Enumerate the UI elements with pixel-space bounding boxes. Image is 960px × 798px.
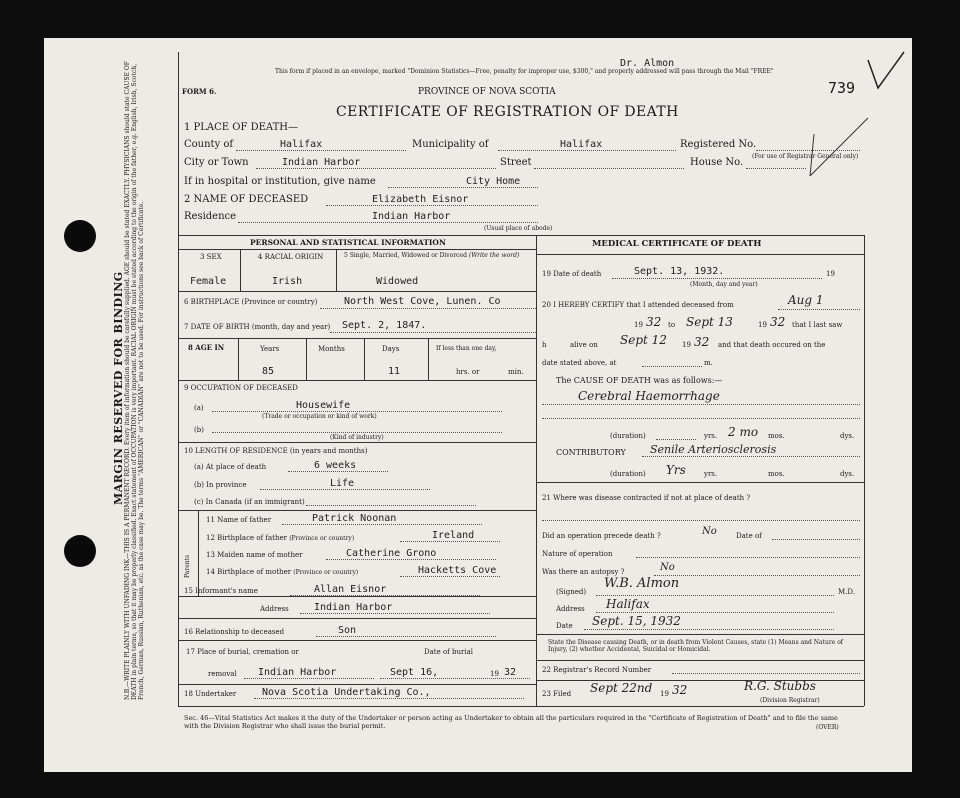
signed-date-label: Date: [556, 622, 573, 630]
birthplace-value: North West Cove, Lunen. Co: [344, 296, 501, 307]
mother-bp-value: Hacketts Cove: [418, 565, 497, 576]
instructions: N.B.—WRITE PLAINLY WITH UNFADING INK—THIS IS A PERMANENT RECORD. Every item of information should be carefully supplied. AGE should be stated EXACTLY. PHYSICIANS should state CAUSE OF DEATH in plain terms, so that it may be properly classified. Exact statement of OCCUPATION is very important. RACIAL ORIGIN must be stated according to the origin of the father, e.g. English, Irish, Scotch, French, German, Russian, Ruthenian, etc. as the case may be. The terms "AMERICAN" or "CANADIAN" are not to be used. For instructions see back of Certificate.: [124, 61, 145, 700]
page-title: CERTIFICATE OF REGISTRATION OF DEATH: [336, 104, 679, 120]
registrar-signature: R.G. Stubbs: [744, 679, 816, 693]
street-label: Street: [500, 157, 532, 168]
undertaker-value: Nova Scotia Undertaking Co.,: [262, 687, 431, 698]
attended-to: Sept 13: [686, 315, 733, 329]
occ-a-label: (a): [194, 404, 204, 412]
years-label: Years: [260, 345, 280, 353]
dob-value: Sept. 2, 1847.: [342, 320, 427, 331]
duration-label-1: (duration): [610, 432, 646, 440]
relationship-label: 16 Relationship to deceased: [184, 628, 285, 636]
certificate-number: 739: [828, 79, 856, 97]
binding-hole: [64, 535, 96, 567]
informant-label: 15 Informant's name: [184, 587, 258, 595]
marital-value: Widowed: [376, 276, 419, 287]
informant-value: Allan Eisnor: [314, 584, 387, 595]
place-of-death-label: 1 PLACE OF DEATH—: [184, 122, 298, 133]
year-prefix-2: 19: [758, 321, 767, 329]
origin-value: Irish: [272, 276, 303, 287]
occupation-value: Housewife: [296, 400, 351, 411]
burial-date: Sept 16,: [390, 667, 439, 678]
death-date-label: 19 Date of death: [542, 270, 602, 278]
md-label: M.D.: [838, 588, 855, 596]
margin-label: MARGIN RESERVED FOR BINDING: [112, 271, 125, 505]
physician-address-label: Address: [556, 605, 585, 613]
occ-b-note: (Kind of industry): [330, 434, 384, 441]
birthplace-label: 6 BIRTHPLACE (Province or country): [184, 298, 318, 306]
occ-b-label: (b): [194, 426, 204, 434]
mos-label-2: mos.: [768, 470, 785, 478]
yrs-label-1: yrs.: [704, 432, 718, 440]
months-label: Months: [318, 345, 345, 353]
age-label: 8 AGE IN: [188, 343, 225, 352]
at-place-value: 6 weeks: [314, 460, 357, 471]
province: PROVINCE OF NOVA SCOTIA: [418, 87, 556, 97]
marital-label: 5 Single, Married, Widowed or Divorced (Write the word): [344, 252, 520, 259]
burial-label: 17 Place of burial, cremation or: [186, 648, 299, 656]
operation-label: Did an operation precede death ?: [542, 532, 661, 540]
days-label: Days: [382, 345, 400, 353]
attended-from: Aug 1: [788, 293, 824, 307]
binding-hole: [64, 220, 96, 252]
relationship-value: Son: [338, 625, 357, 636]
dys-label-2: dys.: [840, 470, 855, 478]
alive-year: 32: [694, 335, 710, 349]
at-place-label: (a) At place of death: [194, 463, 267, 471]
father-bp-value: Ireland: [432, 530, 475, 541]
filed-label: 23 Filed: [542, 690, 572, 698]
envelope-note: This form if placed in an envelope, marked "Dominion Statistics—Free, penalty for improper use, $300," and properly addressed will pass through the Mail "FREE": [275, 68, 774, 75]
residence-value: Indian Harbor: [372, 211, 451, 222]
death-date-century: 19: [826, 270, 835, 278]
certify-label: 20 I HEREBY CERTIFY that I attended deceased from: [542, 301, 734, 309]
record-number-label: 22 Registrar's Record Number: [542, 666, 652, 674]
undertaker-label: 18 Undertaker: [184, 690, 237, 698]
deceased-name-label: 2 NAME OF DECEASED: [184, 194, 309, 205]
min-label: min.: [508, 368, 524, 376]
in-canada-label: (c) In Canada (if an immigrant): [194, 498, 305, 506]
in-province-value: Life: [330, 478, 355, 489]
date-of-label: Date of: [736, 532, 762, 540]
signed-date: Sept. 15, 1932: [592, 614, 681, 628]
informant-address-label: Address: [260, 605, 289, 613]
year-prefix-3: 19: [682, 341, 691, 349]
occupation-label: 9 OCCUPATION OF DECEASED: [184, 384, 298, 392]
mother-label: 13 Maiden name of mother: [206, 551, 303, 559]
last-saw-label: that I last saw: [792, 321, 843, 329]
autopsy-value: No: [660, 562, 675, 573]
origin-label: 4 RACIAL ORIGIN: [258, 253, 324, 261]
mother-bp-label: 14 Birthplace of mother (Province or country): [206, 568, 359, 576]
county-value: Halifax: [280, 139, 323, 150]
cause-value: Cerebral Haemorrhage: [578, 389, 720, 403]
filed-year: 32: [672, 683, 688, 697]
nature-label: Nature of operation: [542, 550, 613, 558]
m-label: m.: [704, 359, 713, 367]
burial-place: Indian Harbor: [258, 667, 337, 678]
date-stated-label: date stated above, at: [542, 359, 617, 367]
medical-heading: MEDICAL CERTIFICATE OF DEATH: [592, 239, 762, 249]
filed-date: Sept 22nd: [590, 681, 653, 695]
dys-label-1: dys.: [840, 432, 855, 440]
dob-label: 7 DATE OF BIRTH (month, day and year): [184, 323, 331, 331]
occ-a-note: (Trade or occupation or kind of work): [262, 413, 377, 420]
h-label: h: [542, 341, 547, 349]
city-value: Indian Harbor: [282, 157, 361, 168]
form-number: FORM 6.: [182, 87, 217, 96]
hospital-label: If in hospital or institution, give name: [184, 176, 376, 187]
in-province-label: (b) In province: [194, 481, 247, 489]
residence-label: Residence: [184, 211, 237, 222]
deceased-name: Elizabeth Eisnor: [372, 194, 469, 205]
parents-label: Parents: [184, 554, 191, 578]
over-label: (OVER): [816, 724, 839, 731]
operation-value: No: [702, 526, 717, 537]
registrar-note: Dr. Almon: [620, 58, 675, 69]
registrar-hint: (Division Registrar): [760, 697, 820, 704]
death-occurred-label: and that death occured on the: [718, 341, 826, 349]
duration-value-2: Yrs: [666, 463, 686, 477]
removal-label: removal: [208, 670, 237, 678]
registered-no-label: Registered No.: [680, 139, 757, 150]
duration-label-2: (duration): [610, 470, 646, 478]
residence-note: (Usual place of abode): [484, 225, 553, 232]
to-label: to: [668, 321, 676, 329]
municipality-label: Municipality of: [412, 139, 489, 150]
residence-length-label: 10 LENGTH OF RESIDENCE (in years and months): [184, 447, 368, 455]
sex-value: Female: [190, 276, 227, 287]
death-date-hint: (Month, day and year): [690, 281, 758, 288]
mother-value: Catherine Grono: [346, 548, 437, 559]
duration-value-1: 2 mo: [728, 425, 759, 439]
burial-century: 19: [490, 670, 499, 678]
less-day-label: If less than one day,: [436, 345, 497, 352]
filed-century: 19: [660, 690, 669, 698]
father-label: 11 Name of father: [206, 516, 272, 524]
mos-label-1: mos.: [768, 432, 785, 440]
physician-signature: W.B. Almon: [604, 576, 680, 591]
age-years: 85: [262, 366, 275, 377]
death-date: Sept. 13, 1932.: [634, 266, 725, 277]
contributory-label: CONTRIBUTORY: [556, 448, 626, 457]
contributory-value: Senile Arteriosclerosis: [650, 443, 777, 456]
cause-label: The CAUSE OF DEATH was as follows:—: [556, 376, 723, 385]
personal-heading: PERSONAL AND STATISTICAL INFORMATION: [250, 238, 446, 247]
from-year: 32: [646, 315, 662, 329]
hospital-value: City Home: [466, 176, 521, 187]
alive-on: Sept 12: [620, 333, 667, 347]
sex-label: 3 SEX: [200, 253, 222, 261]
informant-address: Indian Harbor: [314, 602, 393, 613]
contracted-label: 21 Where was disease contracted if not at place of death ?: [542, 494, 751, 502]
footer-text: Sec. 46—Vital Statistics Act makes it the duty of the Undertaker or person acting as Undertaker to obtain all the particulars required in the "Certificate of Registration of Death" and to file the same with the Division Registrar who shall issue the burial permit.: [184, 714, 838, 730]
burial-year: 32: [504, 667, 517, 678]
hrs-label: hrs. or: [456, 368, 480, 376]
alive-label: alive on: [570, 341, 598, 349]
burial-date-label: Date of burial: [424, 648, 473, 656]
physician-address: Halifax: [606, 597, 650, 611]
year-prefix-1: 19: [634, 321, 643, 329]
to-year: 32: [770, 315, 786, 329]
yrs-label-2: yrs.: [704, 470, 718, 478]
signed-label: (Signed): [556, 588, 587, 596]
cause-note: State the Disease causing Death, or in death from Violent Causes, state (1) Means and Nature of Injury, (2) whether Accidental, Suicidal or Homicidal.: [548, 639, 844, 653]
registered-no-note: (For use of Registrar General only): [752, 153, 859, 160]
city-label: City or Town: [184, 157, 249, 168]
father-bp-label: 12 Birthplace of father (Province or country): [206, 534, 355, 542]
house-no-label: House No.: [690, 157, 744, 168]
municipality-value: Halifax: [560, 139, 603, 150]
county-label: County of: [184, 139, 234, 150]
father-value: Patrick Noonan: [312, 513, 397, 524]
autopsy-label: Was there an autopsy ?: [542, 568, 625, 576]
age-days: 11: [388, 366, 401, 377]
